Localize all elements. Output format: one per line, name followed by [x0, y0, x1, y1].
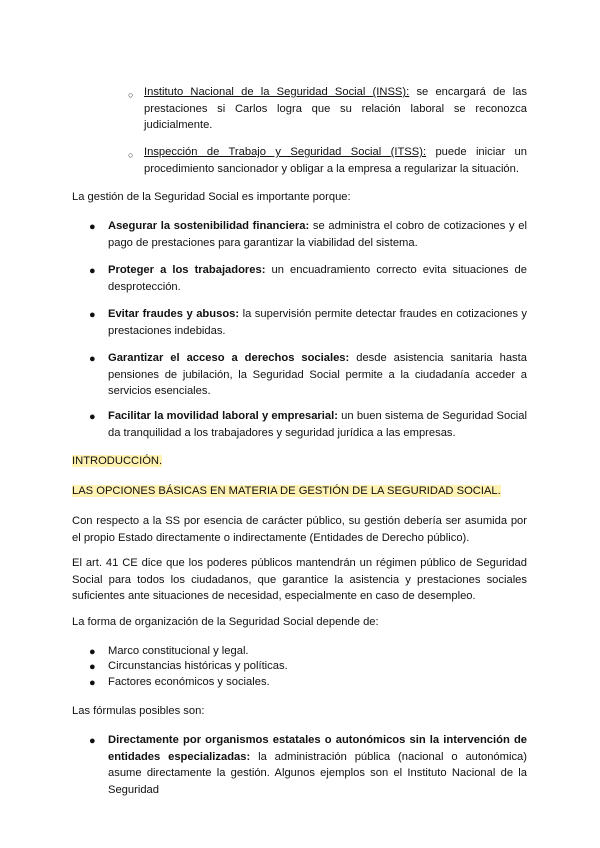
paragraph-art41: El art. 41 CE dice que los poderes públicos mantendrán un régimen público de Seguridad Social para todos los ciudadanos, que garantice la asistencia y prestaciones sociales suficientes ante situaciones de necesidad, especialmente en caso de desempleo. [72, 557, 527, 602]
reason-item [108, 218, 527, 251]
bullet-icon: ● [89, 661, 96, 673]
formula-item [108, 732, 527, 798]
heading-options-text: LAS OPCIONES BÁSICAS EN MATERIA DE GESTIÓN DE LA SEGURIDAD SOCIAL. [72, 485, 501, 497]
reason-item [108, 262, 527, 295]
reason-title: Garantizar el acceso a derechos sociales: [108, 352, 350, 364]
bullet-icon: ● [89, 309, 96, 321]
reason-text: un buen sistema de Seguridad Social da tranquilidad a los trabajadores y seguridad jurídica a las empresas. [108, 410, 528, 439]
sub-item-title: Inspección de Trabajo y Seguridad Social (ITSS): [144, 146, 427, 158]
bullet-icon: ● [89, 735, 96, 747]
reason-item [108, 306, 527, 339]
paragraph-forma: La forma de organización de la Seguridad Social depende de: [72, 616, 379, 628]
formula-title: Directamente por organismos estatales o autonómicos sin la intervención de entidades especializadas: [108, 734, 527, 763]
sub-item-title: Instituto Nacional de la Seguridad Social (INSS): [144, 86, 410, 98]
reason-title: Proteger a los trabajadores: [108, 264, 266, 276]
factor-item: Factores económicos y sociales. [108, 676, 270, 688]
sub-item-itss [144, 144, 527, 177]
sub-item-text: se encargará de las prestaciones si Carlos logra que su relación laboral se reconozca judicialmente. [144, 86, 527, 131]
bullet-icon: ● [89, 353, 96, 365]
bullet-icon: ● [89, 265, 96, 277]
reason-title: Asegurar la sostenibilidad financiera: [108, 220, 310, 232]
bullet-icon: ● [89, 411, 96, 423]
factor-item: Marco constitucional y legal. [108, 645, 249, 657]
circle-bullet-icon: ○ [128, 90, 134, 100]
reason-text: la supervisión permite detectar fraudes en cotizaciones y prestaciones indebidas. [108, 308, 527, 337]
paragraph-ss: Con respecto a la SS por esencia de carácter público, su gestión debería ser asumida por el propio Estado directamente o indirectamente (Entidades de Derecho público). [72, 515, 527, 544]
formula-text: la administración pública (nacional o autonómica) asume directamente la gestión. Algunos ejemplos son el Instituto Nacional de la Seguridad [108, 750, 528, 796]
reason-item [108, 350, 527, 400]
reason-text: desde asistencia sanitaria hasta pensiones de jubilación, la Seguridad Social permite a la ciudadanía acceder a servicios esenciales. [108, 352, 527, 397]
sub-item-inss [144, 84, 527, 134]
sub-item-text: puede iniciar un procedimiento sancionador y obligar a la empresa a regularizar la situación. [144, 146, 527, 175]
reason-title: Facilitar la movilidad laboral y empresarial: [108, 410, 338, 422]
reason-item [108, 408, 527, 441]
reason-text: un encuadramiento correcto evita situaciones de desprotección. [108, 264, 527, 293]
reason-title: Evitar fraudes y abusos: [108, 308, 240, 320]
bullet-icon: ● [89, 677, 96, 689]
factor-item: Circunstancias históricas y políticas. [108, 660, 288, 672]
heading-intro-text: INTRODUCCIÓN. [72, 455, 163, 467]
intro-paragraph: La gestión de la Seguridad Social es importante porque: [72, 191, 351, 203]
heading-opciones [72, 483, 527, 500]
bullet-icon: ● [89, 646, 96, 658]
reason-text: se administra el cobro de cotizaciones y el pago de prestaciones para garantizar la viabilidad del sistema. [108, 220, 527, 249]
circle-bullet-icon: ○ [128, 150, 134, 160]
paragraph-formulas: Las fórmulas posibles son: [72, 705, 205, 717]
heading-introduccion [72, 453, 527, 470]
bullet-icon: ● [89, 221, 96, 233]
